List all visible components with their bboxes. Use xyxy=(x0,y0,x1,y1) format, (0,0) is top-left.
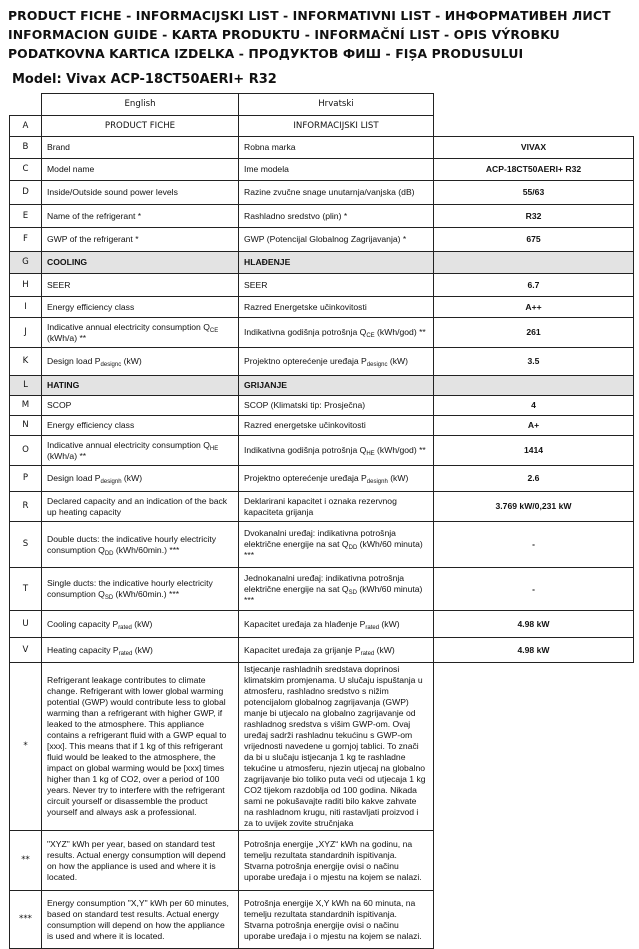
label-hr: Jednokanalni uređaj: indikativna potrošnja električne energije na sat $Q_{SD}$ (kWh/60 minuta) *** xyxy=(239,568,434,611)
headline-line-1: PRODUCT FICHE - INFORMACIJSKI LIST - INFORMATIVNI LIST - ИНФОРМАТИВЕН ЛИСТ xyxy=(8,8,611,23)
label-en: GWP of the refrigerant * xyxy=(42,228,239,252)
note-en: "XYZ" kWh per year, based on standard test results. Actual energy consumption will depend on how the appliance is used and where it is located. xyxy=(42,831,239,891)
note-mark: * xyxy=(10,663,42,831)
value-cell: R32 xyxy=(434,205,634,228)
label-en: Energy efficiency class xyxy=(42,297,239,318)
label-en: Single ducts: the indicative hourly electricity consumption $Q_{SD}$ (kWh/60min.) *** xyxy=(42,568,239,611)
label-en: SCOP xyxy=(42,396,239,416)
value-cell: 2.6 xyxy=(434,466,634,492)
row-letter: I xyxy=(10,297,42,318)
label-hr: Razine zvučne snage unutarnja/vanjska (dB) xyxy=(239,181,434,205)
table-row xyxy=(10,159,634,181)
value-cell: 4 xyxy=(434,396,634,416)
value-cell: 4.98 kW xyxy=(434,638,634,663)
label-en: SEER xyxy=(42,274,239,297)
row-letter: C xyxy=(10,159,42,181)
label-en: Indicative annual electricity consumption $Q_{HE}$ (kWh/a) ** xyxy=(42,436,239,466)
row-letter: K xyxy=(10,348,42,376)
headline-line-3: PODATKOVNA KARTICA IZDELKA - ПРОДУКТОВ ФИШ - FIȘA PRODUSULUI xyxy=(8,46,524,61)
table-row xyxy=(10,522,634,568)
value-cell: 675 xyxy=(434,228,634,252)
table-row xyxy=(10,416,634,436)
value-cell: 261 xyxy=(434,318,634,348)
note-hr: Potrošnja energije „XYZ“ kWh na godinu, na temelju rezultata standardnih ispitivanja. Stvarna potrošnja energije ovisi o načinu uporabe uređaja i o mjestu na kojem se nalazi. xyxy=(239,831,434,891)
note-row-hourly xyxy=(10,891,634,949)
model-title: Model: Vivax ACP-18CT50AERI+ R32 xyxy=(12,72,277,87)
row-letter: M xyxy=(10,396,42,416)
row-letter: P xyxy=(10,466,42,492)
table-row xyxy=(10,318,634,348)
table-row xyxy=(10,116,634,137)
note-en: Energy consumption "X,Y" kWh per 60 minutes, based on standard test results. Actual energy consumption will depend on how the appliance is used and where it is located. xyxy=(42,891,239,949)
label-hr: Kapacitet uređaja za grijanje $P_{rated}$ (kW) xyxy=(239,638,434,663)
table-row xyxy=(10,274,634,297)
table-row xyxy=(10,297,634,318)
table-row xyxy=(10,348,634,376)
table-row xyxy=(10,396,634,416)
note-hr: Potrošnja energije X,Y kWh na 60 minuta, na temelju rezultata standardnih ispitivanja. Stvarna potrošnja energije ovisi o načinu uporabe uređaja i o mjestu na kojem se nalazi. xyxy=(239,891,434,949)
label-hr: SEER xyxy=(239,274,434,297)
header-english: English xyxy=(42,94,239,116)
headline-line-2: INFORMACION GUIDE - KARTA PRODUKTU - INFORMAČNÍ LIST - OPIS VÝROBKU xyxy=(8,27,560,42)
label-en: PRODUCT FICHE xyxy=(42,116,239,137)
note-mark: ** xyxy=(10,831,42,891)
label-en: Model name xyxy=(42,159,239,181)
label-hr: Razred energetske učinkovitosti xyxy=(239,416,434,436)
value-cell: 3.5 xyxy=(434,348,634,376)
label-en: Name of the refrigerant * xyxy=(42,205,239,228)
table-row xyxy=(10,492,634,522)
section-label-hr: GRIJANJE xyxy=(239,376,434,396)
label-hr: Indikativna godišnja potrošnja $Q_{CE}$ (kWh/god) ** xyxy=(239,318,434,348)
value-cell: 4.98 kW xyxy=(434,611,634,638)
table-row xyxy=(10,611,634,638)
value-cell: 6.7 xyxy=(434,274,634,297)
value-cell: VIVAX xyxy=(434,137,634,159)
table-row xyxy=(10,137,634,159)
table-row xyxy=(10,228,634,252)
table-header-row xyxy=(10,94,634,116)
label-en: Design load $P_{designh}$ (kW) xyxy=(42,466,239,492)
table-row xyxy=(10,638,634,663)
label-hr: SCOP (Klimatski tip: Prosječna) xyxy=(239,396,434,416)
label-hr: INFORMACIJSKI LIST xyxy=(239,116,434,137)
row-letter: B xyxy=(10,137,42,159)
row-letter: D xyxy=(10,181,42,205)
value-cell: A+ xyxy=(434,416,634,436)
value-cell: - xyxy=(434,568,634,611)
row-letter: E xyxy=(10,205,42,228)
row-letter: H xyxy=(10,274,42,297)
note-row-annual xyxy=(10,831,634,891)
label-hr: Projektno opterećenje uređaja $P_{designh}$ (kW) xyxy=(239,466,434,492)
label-en: Inside/Outside sound power levels xyxy=(42,181,239,205)
row-letter: F xyxy=(10,228,42,252)
label-en: Indicative annual electricity consumption $Q_{CE}$ (kWh/a) ** xyxy=(42,318,239,348)
label-en: Cooling capacity $P_{rated}$ (kW) xyxy=(42,611,239,638)
label-hr: Deklarirani kapacitet i oznaka rezervnog kapaciteta grijanja xyxy=(239,492,434,522)
label-hr: Projektno opterećenje uređaja $P_{designc}$ (kW) xyxy=(239,348,434,376)
row-letter: L xyxy=(10,376,42,396)
row-letter: V xyxy=(10,638,42,663)
value-cell: A++ xyxy=(434,297,634,318)
row-letter: N xyxy=(10,416,42,436)
label-en: Double ducts: the indicative hourly electricity consumption $Q_{DD}$ (kWh/60min.) *** xyxy=(42,522,239,568)
table-row xyxy=(10,436,634,466)
row-letter: J xyxy=(10,318,42,348)
label-hr: Robna marka xyxy=(239,137,434,159)
row-letter: A xyxy=(10,116,42,137)
section-label-en: HATING xyxy=(42,376,239,396)
label-hr: Ime modela xyxy=(239,159,434,181)
label-en: Declared capacity and an indication of the back up heating capacity xyxy=(42,492,239,522)
header-hrvatski: Hrvatski xyxy=(239,94,434,116)
section-label-en: COOLING xyxy=(42,252,239,274)
value-cell: ACP-18CT50AERI+ R32 xyxy=(434,159,634,181)
note-hr: Istjecanje rashladnih sredstava doprinosi klimatskim promjenama. U slučaju ispuštanja u atmosferu, rashladno sredstvo s nižim potencijalom globalnog zagrijavanja (GWP) manje bi utjecalo na globalno zagrijavanje od rashladnog sredstva s višim GWP-om. Ovaj uređaj sadrži rashladnu tekućinu s GWP-om vrijednosti navedene u gornjoj tablici. To znači da bi u slučaju istjecanja 1 kg te rashladne tekućine u atmosferu, njezin utjecaj na globalno zagrijavanje bio toliko puta veći od utjecaja 1 kg CO2 tijekom razdoblja od 100 godina. Nikada sami ne pokušavajte raditi bilo kakve zahvate na rashladnom krugu, niti rastavljati proizvod i za to uvijek zovite stručnjaka xyxy=(239,663,434,831)
table-row xyxy=(10,181,634,205)
label-en: Design load $P_{designc}$ (kW) xyxy=(42,348,239,376)
table-row xyxy=(10,568,634,611)
label-hr: Kapacitet uređaja za hlađenje $P_{rated}$ (kW) xyxy=(239,611,434,638)
value-cell: 55/63 xyxy=(434,181,634,205)
value-cell: 3.769 kW/0,231 kW xyxy=(434,492,634,522)
label-en: Energy efficiency class xyxy=(42,416,239,436)
note-en: Refrigerant leakage contributes to climate change. Refrigerant with lower global warming potential (GWP) would contribute less to global warming than a refrigerant with higher GWP, if leaked to the atmosphere. This appliance contains a refrigerant fluid with a GWP equal to [xxx]. This means that if 1 kg of this refrigerant fluid would be leaked to the atmosphere, the impact on global warming would be [xxx] times higher than 1 kg of CO2, over a period of 100 years. Never try to interfere with the refrigerant circuit yourself or disassemble the product yourself and always ask a professional. xyxy=(42,663,239,831)
label-hr: Indikativna godišnja potrošnja $Q_{HE}$ (kWh/god) ** xyxy=(239,436,434,466)
section-row-heating xyxy=(10,376,634,396)
value-cell: 1414 xyxy=(434,436,634,466)
row-letter: S xyxy=(10,522,42,568)
label-en: Heating capacity $P_{rated}$ (kW) xyxy=(42,638,239,663)
row-letter: G xyxy=(10,252,42,274)
row-letter: T xyxy=(10,568,42,611)
row-letter: U xyxy=(10,611,42,638)
table-row xyxy=(10,205,634,228)
document-headlines xyxy=(8,6,633,63)
label-en: Brand xyxy=(42,137,239,159)
label-hr: Rashladno sredstvo (plin) * xyxy=(239,205,434,228)
section-row-cooling xyxy=(10,252,634,274)
label-hr: Dvokanalni uređaj: indikativna potrošnja električne energije na sat $Q_{DD}$ (kWh/60 minuta) *** xyxy=(239,522,434,568)
table-row xyxy=(10,466,634,492)
note-row-gwp xyxy=(10,663,634,831)
label-hr: Razred Energetske učinkovitosti xyxy=(239,297,434,318)
product-fiche-table xyxy=(9,93,634,949)
row-letter: O xyxy=(10,436,42,466)
row-letter: R xyxy=(10,492,42,522)
value-cell: - xyxy=(434,522,634,568)
note-mark: *** xyxy=(10,891,42,949)
section-label-hr: HLAĐENJE xyxy=(239,252,434,274)
label-hr: GWP (Potencijal Globalnog Zagrijavanja) * xyxy=(239,228,434,252)
